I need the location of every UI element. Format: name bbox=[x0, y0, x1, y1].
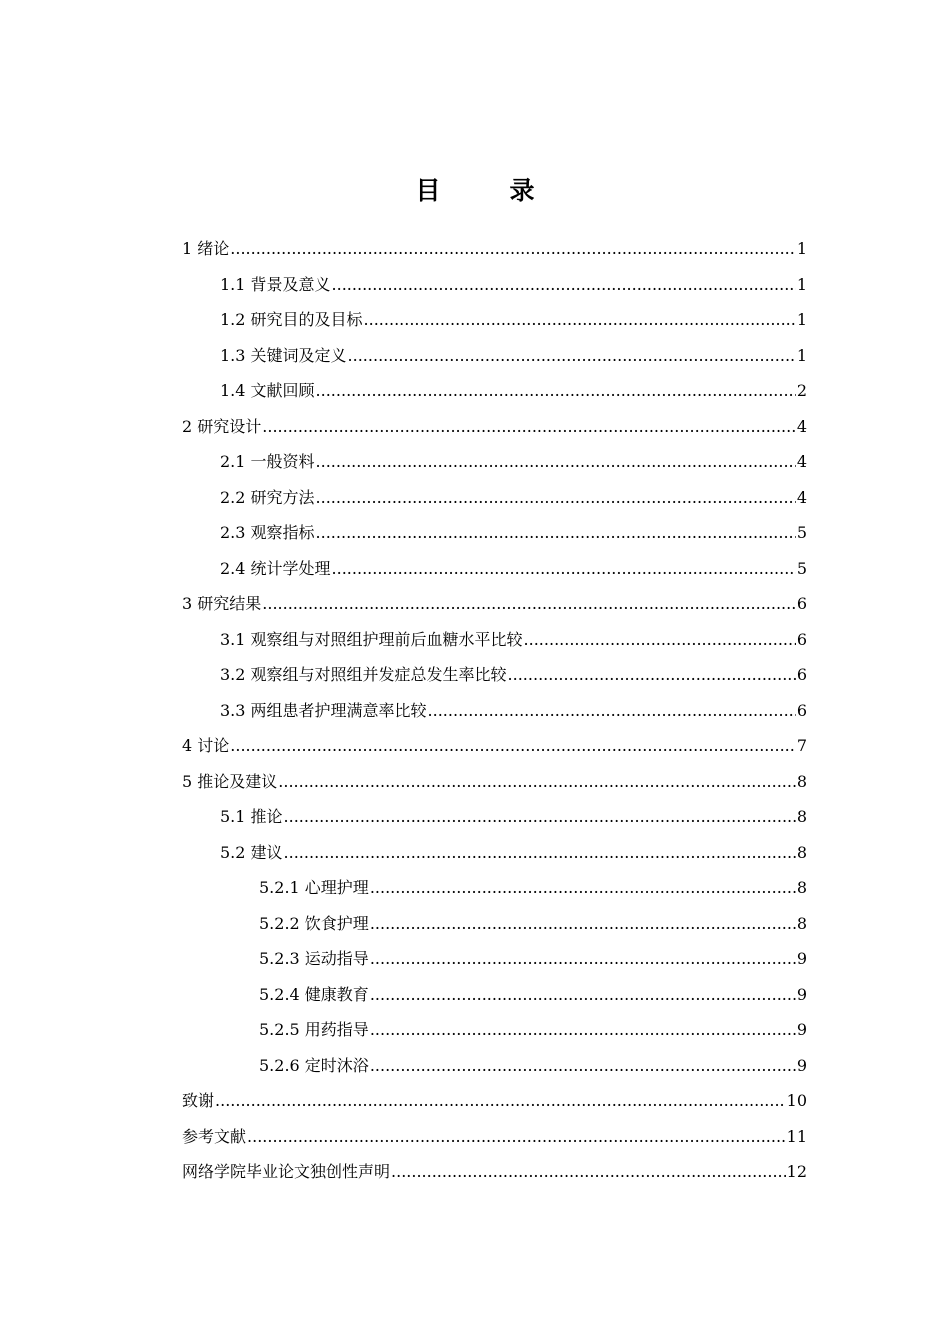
toc-dot-leader bbox=[524, 622, 796, 658]
toc-entry-page-number: 10 bbox=[786, 1091, 807, 1110]
toc-entry-page-number: 6 bbox=[796, 629, 807, 649]
toc-entry-page-number: 8 bbox=[796, 913, 807, 933]
table-of-contents bbox=[182, 231, 807, 1190]
toc-dot-leader bbox=[230, 231, 796, 267]
toc-entry-page-number: 1 bbox=[796, 274, 807, 294]
toc-entry-label: 1.2 研究目的及目标 bbox=[220, 310, 363, 329]
toc-entry-label: 5.2.1 心理护理 bbox=[259, 878, 369, 897]
toc-entry-label: 网络学院毕业论文独创性声明 bbox=[182, 1162, 391, 1181]
toc-entry-label: 1.3 关键词及定义 bbox=[220, 345, 347, 365]
toc-entry-page-number: 8 bbox=[796, 771, 807, 791]
toc-entry[interactable] bbox=[182, 231, 807, 267]
page-title: 目 录 bbox=[415, 175, 557, 205]
toc-entry[interactable] bbox=[182, 1119, 807, 1155]
toc-entry[interactable] bbox=[182, 870, 807, 906]
toc-dot-leader bbox=[370, 1048, 796, 1084]
toc-dot-leader bbox=[508, 657, 796, 693]
toc-dot-leader bbox=[316, 480, 796, 516]
toc-entry-label: 2.1 一般资料 bbox=[220, 452, 315, 471]
toc-entry-page-number: 8 bbox=[796, 842, 807, 862]
toc-entry[interactable] bbox=[182, 693, 807, 729]
toc-dot-leader bbox=[316, 444, 796, 480]
toc-entry[interactable] bbox=[182, 409, 807, 445]
toc-entry-page-number: 8 bbox=[796, 807, 807, 826]
toc-dot-leader bbox=[316, 515, 796, 551]
toc-entry[interactable] bbox=[182, 1154, 807, 1190]
toc-entry[interactable] bbox=[182, 480, 807, 516]
toc-entry-label: 4 讨论 bbox=[182, 736, 230, 755]
toc-entry-label: 3 研究结果 bbox=[182, 594, 262, 613]
toc-entry[interactable] bbox=[182, 302, 807, 338]
toc-entry[interactable] bbox=[182, 941, 807, 977]
toc-entry-label: 3.2 观察组与对照组并发症总发生率比较 bbox=[220, 665, 507, 684]
toc-entry-label: 5.1 推论 bbox=[220, 807, 283, 826]
toc-entry[interactable] bbox=[182, 551, 807, 587]
toc-entry-label: 2.4 统计学处理 bbox=[220, 558, 331, 578]
toc-dot-leader bbox=[370, 977, 796, 1013]
toc-entry-label: 5.2.3 运动指导 bbox=[259, 949, 369, 968]
toc-entry-page-number: 1 bbox=[796, 310, 807, 329]
toc-entry-page-number: 4 bbox=[796, 416, 807, 436]
toc-entry-label: 2.3 观察指标 bbox=[220, 523, 315, 542]
toc-dot-leader bbox=[247, 1119, 786, 1155]
toc-entry[interactable] bbox=[182, 338, 807, 374]
toc-entry-page-number: 2 bbox=[796, 381, 807, 400]
toc-dot-leader bbox=[370, 1012, 796, 1048]
toc-dot-leader bbox=[215, 1083, 786, 1119]
toc-entry[interactable] bbox=[182, 622, 807, 658]
toc-entry[interactable] bbox=[182, 515, 807, 551]
toc-dot-leader bbox=[370, 870, 796, 906]
toc-dot-leader bbox=[370, 906, 796, 942]
toc-entry-page-number: 1 bbox=[796, 239, 807, 258]
toc-dot-leader bbox=[284, 835, 796, 871]
toc-entry-label: 5 推论及建议 bbox=[182, 771, 278, 791]
toc-dot-leader bbox=[284, 799, 796, 835]
toc-dot-leader bbox=[316, 373, 796, 409]
toc-dot-leader bbox=[370, 941, 796, 977]
toc-entry-page-number: 1 bbox=[796, 345, 807, 365]
toc-entry-page-number: 4 bbox=[796, 487, 807, 507]
toc-entry-label: 5.2.2 饮食护理 bbox=[259, 913, 369, 933]
toc-entry-page-number: 6 bbox=[796, 700, 807, 720]
toc-dot-leader bbox=[348, 338, 796, 374]
toc-entry-label: 5.2.5 用药指导 bbox=[259, 1020, 369, 1039]
toc-entry[interactable] bbox=[182, 586, 807, 622]
toc-entry-label: 2.2 研究方法 bbox=[220, 487, 315, 507]
toc-entry-label: 3.1 观察组与对照组护理前后血糖水平比较 bbox=[220, 629, 523, 649]
toc-entry-label: 1 绪论 bbox=[182, 239, 230, 258]
toc-entry-label: 参考文献 bbox=[182, 1126, 247, 1146]
toc-entry[interactable] bbox=[182, 1083, 807, 1119]
toc-entry[interactable] bbox=[182, 444, 807, 480]
toc-dot-leader bbox=[364, 302, 796, 338]
toc-entry-label: 5.2.4 健康教育 bbox=[259, 984, 369, 1004]
toc-entry[interactable] bbox=[182, 835, 807, 871]
toc-entry-page-number: 7 bbox=[796, 736, 807, 755]
toc-entry-label: 1.1 背景及意义 bbox=[220, 274, 331, 294]
toc-entry-page-number: 5 bbox=[796, 523, 807, 542]
toc-entry-label: 致谢 bbox=[182, 1091, 215, 1110]
toc-dot-leader bbox=[262, 409, 796, 445]
toc-entry-page-number: 9 bbox=[796, 1020, 807, 1039]
toc-entry[interactable] bbox=[182, 373, 807, 409]
toc-entry[interactable] bbox=[182, 1012, 807, 1048]
toc-entry-page-number: 5 bbox=[796, 558, 807, 578]
toc-entry[interactable] bbox=[182, 267, 807, 303]
toc-entry[interactable] bbox=[182, 906, 807, 942]
toc-entry-page-number: 11 bbox=[786, 1126, 807, 1146]
toc-dot-leader bbox=[262, 586, 796, 622]
toc-dot-leader bbox=[278, 764, 796, 800]
toc-dot-leader bbox=[230, 728, 796, 764]
toc-entry-page-number: 12 bbox=[786, 1162, 807, 1181]
toc-entry[interactable] bbox=[182, 1048, 807, 1084]
toc-entry-page-number: 4 bbox=[796, 452, 807, 471]
toc-entry-page-number: 8 bbox=[796, 878, 807, 897]
toc-entry-page-number: 9 bbox=[796, 949, 807, 968]
toc-entry-label: 5.2.6 定时沐浴 bbox=[259, 1055, 369, 1075]
toc-entry-page-number: 6 bbox=[796, 665, 807, 684]
toc-dot-leader bbox=[332, 551, 796, 587]
toc-entry-page-number: 9 bbox=[796, 984, 807, 1004]
toc-dot-leader bbox=[428, 693, 796, 729]
toc-dot-leader bbox=[332, 267, 796, 303]
toc-entry-page-number: 9 bbox=[796, 1055, 807, 1075]
toc-dot-leader bbox=[391, 1154, 786, 1190]
toc-entry-page-number: 6 bbox=[796, 594, 807, 613]
toc-entry[interactable] bbox=[182, 799, 807, 835]
toc-entry-label: 2 研究设计 bbox=[182, 416, 262, 436]
toc-entry-label: 5.2 建议 bbox=[220, 842, 283, 862]
toc-entry[interactable] bbox=[182, 657, 807, 693]
toc-entry[interactable] bbox=[182, 977, 807, 1013]
toc-entry[interactable] bbox=[182, 764, 807, 800]
toc-entry-label: 3.3 两组患者护理满意率比较 bbox=[220, 700, 427, 720]
toc-entry[interactable] bbox=[182, 728, 807, 764]
toc-entry-label: 1.4 文献回顾 bbox=[220, 381, 315, 400]
